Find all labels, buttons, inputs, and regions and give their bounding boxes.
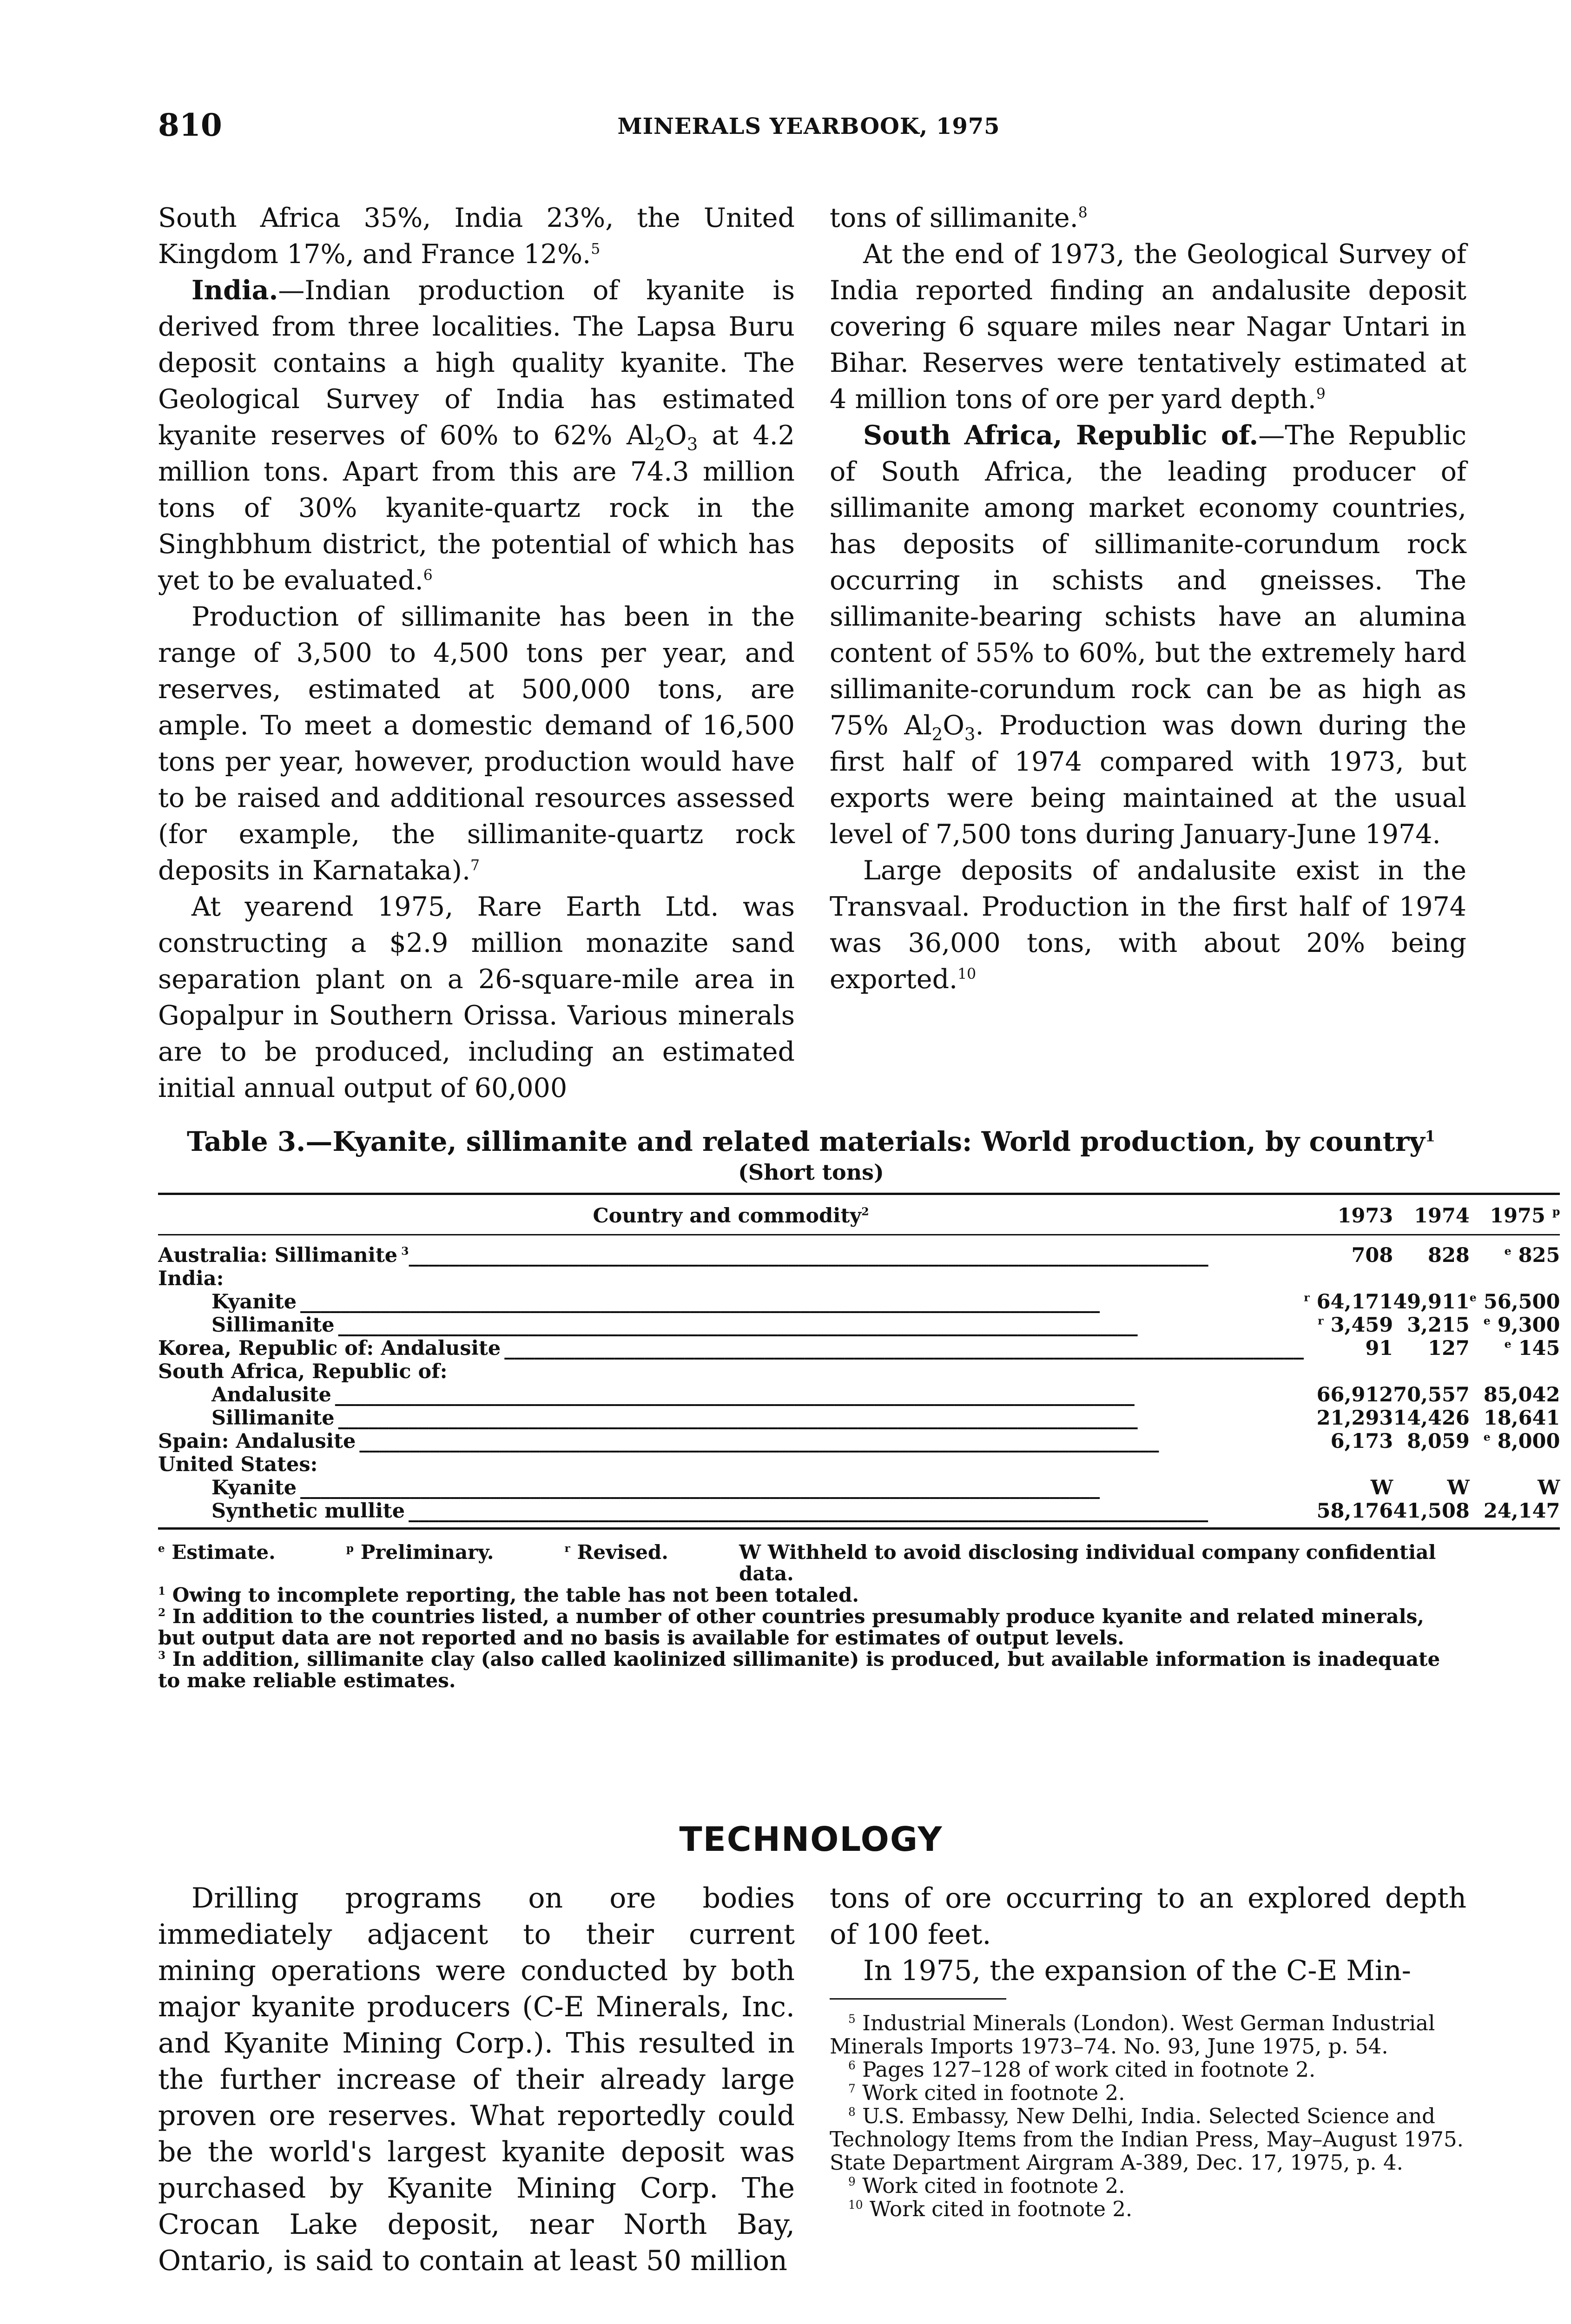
value-cell: 6,173	[1330, 1430, 1393, 1453]
value-cell: 708	[1351, 1244, 1393, 1267]
south-africa-paragraph: South Africa, Republic of.—The Republic of South Africa, the leading producer of sillimanite among market economy countries, has deposits of sillimanite-corundum rock occurring in schists and gneisses. The sillimanite-bearing schists have an alumina content of 55% to 60%, but the extremely hard sillimanite-corundum rock can be as high as 75% $Al_2O_3$. Production was down during the first half of 1974 compared with 1973, but exports were being maintained at the usual level of 7,500 tons during January-June 1974.	[830, 420, 1466, 850]
footnote: $^7$ Work cited in footnote 2.	[848, 2080, 1125, 2105]
table-notes	[158, 1542, 1464, 1691]
column-header: 1975 $^p$	[1470, 1194, 1560, 1235]
footnote-ref: 10	[957, 966, 977, 983]
value-cell	[1304, 1360, 1393, 1383]
value-cell: W	[1538, 1476, 1560, 1499]
row-label: Synthetic mullite________________________________________________________________________________	[158, 1499, 1304, 1529]
body-right-column	[830, 200, 1466, 997]
row-label: Sillimanite________________________________________________________________________________	[211, 1406, 1138, 1430]
legend-item: $^e$ Estimate.	[158, 1541, 276, 1564]
value-cell: W	[1447, 1476, 1470, 1499]
value-cell	[1304, 1267, 1393, 1290]
running-head	[158, 107, 1459, 158]
paragraph: At the end of 1973, the Geological Survey of India reported finding an andalusite deposit covering 6 square miles near Nagar Untari in Bihar. Reserves were tentatively estimated at 4 million tons of ore per yard depth.$^9$	[830, 239, 1466, 415]
row-label: Korea, Republic of: Andalusite________________________________________________________________________________	[158, 1337, 1304, 1360]
paragraph: Large deposits of andalusite exist in the Transvaal. Production in the first half of 1974 was 36,000 tons, with about 20% being exported.$^{10}$	[830, 855, 1466, 995]
value-cell: 41,508	[1393, 1499, 1470, 1529]
value-cell	[1393, 1267, 1470, 1290]
table-row	[158, 1360, 1560, 1383]
table-row	[158, 1383, 1560, 1406]
section-heading: India.	[191, 275, 278, 306]
row-label: United States:	[158, 1453, 1304, 1476]
row-label: Sillimanite________________________________________________________________________________	[211, 1314, 1138, 1337]
footnote-ref: 6	[423, 567, 433, 584]
technology-left-column	[158, 1880, 795, 2279]
table-row	[158, 1406, 1560, 1430]
footnote-ref: 5	[591, 241, 601, 257]
legend-item: W Withheld to avoid disclosing individual company confidential data.	[739, 1541, 1436, 1585]
table-row	[158, 1337, 1560, 1360]
value-cell: 91	[1365, 1337, 1393, 1360]
value-cell: $^e$ 9,300	[1483, 1314, 1560, 1337]
table-row	[158, 1235, 1560, 1268]
table-row	[158, 1430, 1560, 1453]
footnote-ref: 9	[1316, 386, 1326, 403]
value-cell: 49,911	[1393, 1290, 1470, 1314]
value-cell: $^r$ 64,171	[1304, 1290, 1393, 1314]
row-label: Kyanite________________________________________________________________________________	[211, 1476, 1100, 1499]
table-note: $^3$ In addition, sillimanite clay (also called kaolinized sillimanite) is produced, but available information is inadequate to make reliable estimates.	[158, 1648, 1440, 1692]
section-heading: South Africa, Republic of.	[863, 420, 1259, 451]
page-number: 810	[158, 107, 222, 143]
value-cell: $^e$ 8,000	[1483, 1430, 1560, 1453]
paragraph: At yearend 1975, Rare Earth Ltd. was constructing a $2.9 million monazite sand separation plant on a 26-square-mile area in Gopalpur in Southern Orissa. Various minerals are to be produced, including an estimated initial annual output of 60,000	[158, 891, 795, 1103]
footnote: $^9$ Work cited in footnote 2.	[848, 2173, 1125, 2198]
table-note: $^1$ Owing to incomplete reporting, the table has not been totaled.	[158, 1584, 859, 1606]
value-cell: 58,176	[1304, 1499, 1393, 1529]
column-header: 1973	[1304, 1194, 1393, 1235]
value-cell: 828	[1428, 1244, 1470, 1267]
value-cell: 3,215	[1407, 1314, 1470, 1337]
value-cell: 24,147	[1470, 1499, 1560, 1529]
table-title: Table 3.—Kyanite, sillimanite and related materials: World production, by country$^1$	[186, 1126, 1436, 1157]
value-cell	[1393, 1360, 1470, 1383]
table-row	[158, 1476, 1560, 1499]
table-row	[158, 1290, 1560, 1314]
table-body	[158, 1235, 1560, 1529]
paragraph: In 1975, the expansion of the C-E Min-	[863, 1954, 1411, 1987]
footnote: $^5$ Industrial Minerals (London). West German Industrial Minerals Imports 1973–74. No. 93, June 1975, p. 54.	[830, 2011, 1435, 2059]
table-header-row	[158, 1194, 1560, 1235]
table-note: $^2$ In addition to the countries listed, a number of other countries presumably produce kyanite and related minerals, but output data are not reported and no basis is available for estimates of output levels.	[158, 1605, 1424, 1649]
paragraph: Production of sillimanite has been in the range of 3,500 to 4,500 tons per year, and reserves, estimated at 500,000 tons, are ample. To meet a domestic demand of 16,500 tons per year, however, production would have to be raised and additional resources assessed (for example, the sillimanite-quartz rock deposits in Karnataka).$^7$	[158, 601, 795, 886]
table-row	[158, 1499, 1560, 1529]
value-cell: $^e$ 825	[1504, 1244, 1560, 1267]
value-cell	[1470, 1453, 1560, 1476]
row-label: India:	[158, 1267, 1304, 1290]
value-cell: $^e$ 145	[1504, 1337, 1560, 1360]
table-row	[158, 1267, 1560, 1290]
value-cell: 66,912	[1316, 1383, 1393, 1406]
value-cell: W	[1370, 1476, 1393, 1499]
footnote: $^{10}$ Work cited in footnote 2.	[848, 2197, 1133, 2221]
footnote-ref: 7	[470, 857, 480, 874]
row-label: Kyanite________________________________________________________________________________	[211, 1290, 1100, 1314]
body-left-column	[158, 200, 795, 1106]
value-cell: $^r$ 3,459	[1318, 1314, 1393, 1337]
row-label: Australia: Sillimanite $^3$________________________________________________________________________________	[158, 1244, 1208, 1267]
row-label: Andalusite________________________________________________________________________________	[211, 1383, 1135, 1406]
technology-right-column	[830, 1880, 1466, 2221]
value-cell: 85,042	[1483, 1383, 1560, 1406]
value-cell: $^e$ 56,500	[1469, 1290, 1560, 1314]
section-title: TECHNOLOGY	[679, 1820, 943, 1859]
legend-item: $^p$ Preliminary.	[346, 1541, 494, 1564]
footnote: $^6$ Pages 127–128 of work cited in footnote 2.	[848, 2057, 1316, 2082]
row-label: South Africa, Republic of:	[158, 1360, 1304, 1383]
paragraph: South Africa 35%, India 23%, the United Kingdom 17%, and France 12%.$^5$	[158, 203, 795, 270]
table-legend	[158, 1542, 1464, 1585]
value-cell: 70,557	[1393, 1383, 1470, 1406]
footnotes	[830, 2012, 1466, 2221]
value-cell: 18,641	[1483, 1406, 1560, 1430]
column-header: 1974	[1393, 1194, 1470, 1235]
paragraph: tons of sillimanite.$^8$	[830, 203, 1088, 233]
paragraph: tons of ore occurring to an explored depth of 100 feet.	[830, 1882, 1466, 1951]
legend-item: $^r$ Revised.	[564, 1541, 668, 1564]
footnote: $^8$ U.S. Embassy, New Delhi, India. Selected Science and Technology Items from the Indian Press, May–August 1975. State Department Airgram A-389, Dec. 17, 1975, p. 4.	[830, 2104, 1464, 2175]
table-row	[158, 1314, 1560, 1337]
value-cell: 21,293	[1316, 1406, 1393, 1430]
value-cell	[1393, 1453, 1470, 1476]
value-cell	[1304, 1453, 1393, 1476]
value-cell: 8,059	[1407, 1430, 1470, 1453]
production-table	[158, 1193, 1560, 1530]
footnote-divider	[830, 1998, 1006, 2000]
column-header: Country and commodity$^2$	[158, 1194, 1304, 1235]
running-title: MINERALS YEARBOOK, 1975	[617, 113, 1000, 139]
value-cell	[1470, 1360, 1560, 1383]
table-subtitle: (Short tons)	[738, 1160, 884, 1185]
value-cell	[1470, 1267, 1560, 1290]
table-3	[158, 1125, 1560, 1692]
value-cell: 127	[1428, 1337, 1470, 1360]
india-paragraph: India.—Indian production of kyanite is derived from three localities. The Lapsa Buru deposit contains a high quality kyanite. The Geological Survey of India has estimated kyanite reserves of 60% to 62% $Al_2O_3$ at 4.2 million tons. Apart from this are 74.3 million tons of 30% kyanite-quartz rock in the Singhbhum district, the potential of which has yet to be evaluated.$^6$	[158, 275, 795, 596]
row-label: Spain: Andalusite________________________________________________________________________________	[158, 1430, 1159, 1453]
paragraph: Drilling programs on ore bodies immediately adjacent to their current mining operations were conducted by both major kyanite producers (C-E Minerals, Inc. and Kyanite Mining Corp.). This resulted in the further increase of their already large proven ore reserves. What reportedly could be the world's largest kyanite deposit was purchased by Kyanite Mining Corp. The Crocan Lake deposit, near North Bay, Ontario, is said to contain at least 50 million	[158, 1882, 795, 2277]
table-row	[158, 1453, 1560, 1476]
value-cell: 14,426	[1393, 1406, 1470, 1430]
footnote-ref: 8	[1078, 205, 1088, 221]
